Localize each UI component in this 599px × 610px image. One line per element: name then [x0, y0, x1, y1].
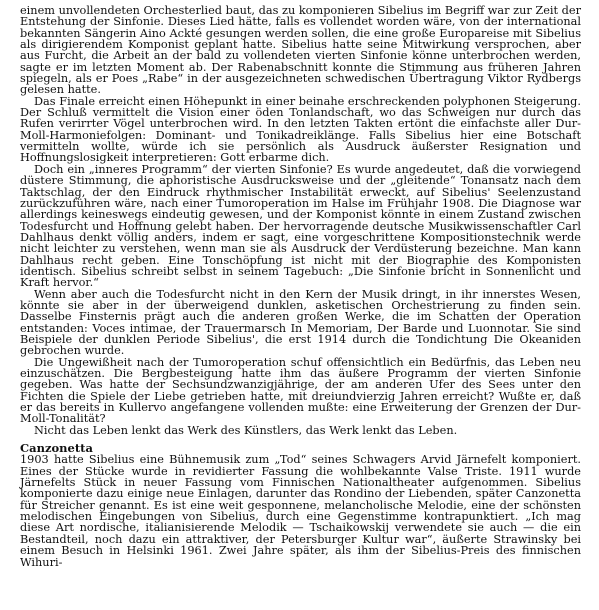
- document-page: [20, 5, 581, 568]
- paragraph-inner-program: Doch ein „inneres Programm“ der vierten Sinfonie? Es wurde angedeutet, daß die vorwiegend düstere Stimmung, die aphoristische Ausdrucksweise und der „gleitende“ Tonansatz nach dem Taktschlag, der den Eindruck rhythmischer Instabilität erweckt, auf Sibelius' Seelenzustand zurückzuführen wäre, nach einer Tumoroperation im Halse im Frühjahr 1908. Die Diagnose war allerdings keineswegs eindeutig gewesen, und der Komponist könnte in einem Zustand zwischen Todesfurcht und Hoffnung gelebt haben. Der hervorragende deutsche Musikwissenschaftler Carl Dahlhaus denkt völlig anders, indem er sagt, eine vorgeschrittene Kompositionstechnik werde nicht leichter zu verstehen, wenn man sie als Ausdruck der Verdüsterung bezeichne. Man kann Dahlhaus recht geben. Eine Tonschöpfung ist nicht mit der Biographie des Komponisten identisch. Sibelius schreibt selbst in seinem Tagebuch: „Die Sinfonie bricht in Sonnenlicht und Kraft hervor.“: [20, 162, 581, 290]
- paragraph-closing-line: Nicht das Leben lenkt das Werk des Künstlers, das Werk lenkt das Leben.: [34, 423, 458, 437]
- paragraph-finale: Das Finale erreicht einen Höhepunkt in einer beinahe erschreckenden polyphonen Steigerung. Der Schluß vermittelt die Vision einer öden Tonlandschaft, wo das Schweigen nur durch das Rufen verirrter Vögel unterbrochen wird. In den letzten Takten ertönt die einfachste aller Dur-Moll-Harmoniefolgen: Dominant- und Tonikadreiklänge. Falls Sibelius hier eine Botschaft vermitteln wollte, würde ich sie persönlich als Ausdruck äußerster Resignation und Hoffnungslosigkeit interpretieren: Gott erbarme dich.: [20, 94, 581, 165]
- section-body: 1903 hatte Sibelius eine Bühnemusik zum „Tod“ seines Schwagers Arvid Järnefelt komponiert. Eines der Stücke wurde in revidierter Fassung die wohlbekannte Valse Triste. 1911 wurde Järnefelts Stück in neuer Fassung vom Finnischen Nationaltheater aufgenommen. Sibelius komponierte dazu einige neue Einlagen, darunter das Rondino der Liebenden, später Canzonetta für Streicher genannt. Es ist eine weit gesponnene, melancholische Melodie, eine der schönsten melodischen Eingebungen von Sibelius, durch eine Gegenstimme kontrapunktiert. „Ich mag diese Art nordische, italianisierende Melodik — Tschaikowskij verwendete sie auch — die ein Bestandteil, noch dazu ein attraktiver, der Petersburger Kultur war“, äußerte Strawinsky bei einem Besuch in Helsinki 1961. Zwei Jahre später, als ihm der Sibelius-Preis des finnischen Wihuri-: [20, 453, 581, 569]
- paragraph-continuation: einem unvollendeten Orchesterlied baut, das zu komponieren Sibelius im Begriff war zur Zeit der Entstehung der Sinfonie. Dieses Lied hätte, falls es vollendet worden wäre, von der international bekannten Sängerin Aino Ackté gesungen werden sollen, die eine große Europareise mit Sibelius als dirigierendem Komponist geplant hatte. Sibelius hatte seine Mitwirkung versprochen, aber aus Furcht, die Arbeit an der bald zu vollendeten vierten Sinfonie könne unterbrochen werden, sagte er im letzten Moment ab. Der Rabenabschnitt konnte die Stimmung aus früheren Jahren spiegeln, als er Poes „Rabe“ in der ausgezeichneten schwedischen Übertragung Viktor Rydbergs gelesen hatte.: [20, 4, 581, 97]
- paragraph-death-fear: Wenn aber auch die Todesfurcht nicht in den Kern der Musik dringt, in ihr innerstes Wesen, könnte sie aber in der überweigend dunklen, asketischen Orchestrierung zu finden sein. Dasselbe Finsternis prägt auch die anderen großen Werke, die im Schatten der Operation entstanden: Voces intimae, der Trauermarsch In Memoriam, Der Barde und Luonnotar. Sie sind Beispiele der dunklen Periode Sibelius', die erst 1914 durch die Tondichtung Die Okeaniden gebrochen wurde.: [20, 287, 581, 358]
- section-heading: Canzonetta: [20, 441, 93, 456]
- paragraph-uncertainty: Die Ungewißheit nach der Tumoroperation schuf offensichtlich ein Bedürfnis, das Leben neu einzuschätzen. Die Bergbesteigung hatte ihm das äußere Programm der vierten Sinfonie gegeben. Was hatte der Sechsundzwanzigjährige, der am anderen Ufer des Sees unter den Fichten die Spiele der Liebe getrieben hatte, mit dreiundvierzig Jahren erreicht? Wußte er, daß er das bereits in Kullervo angefangene vollenden mußte: eine Erweiterung der Grenzen der Dur-Moll-Tonalität?: [20, 355, 581, 426]
